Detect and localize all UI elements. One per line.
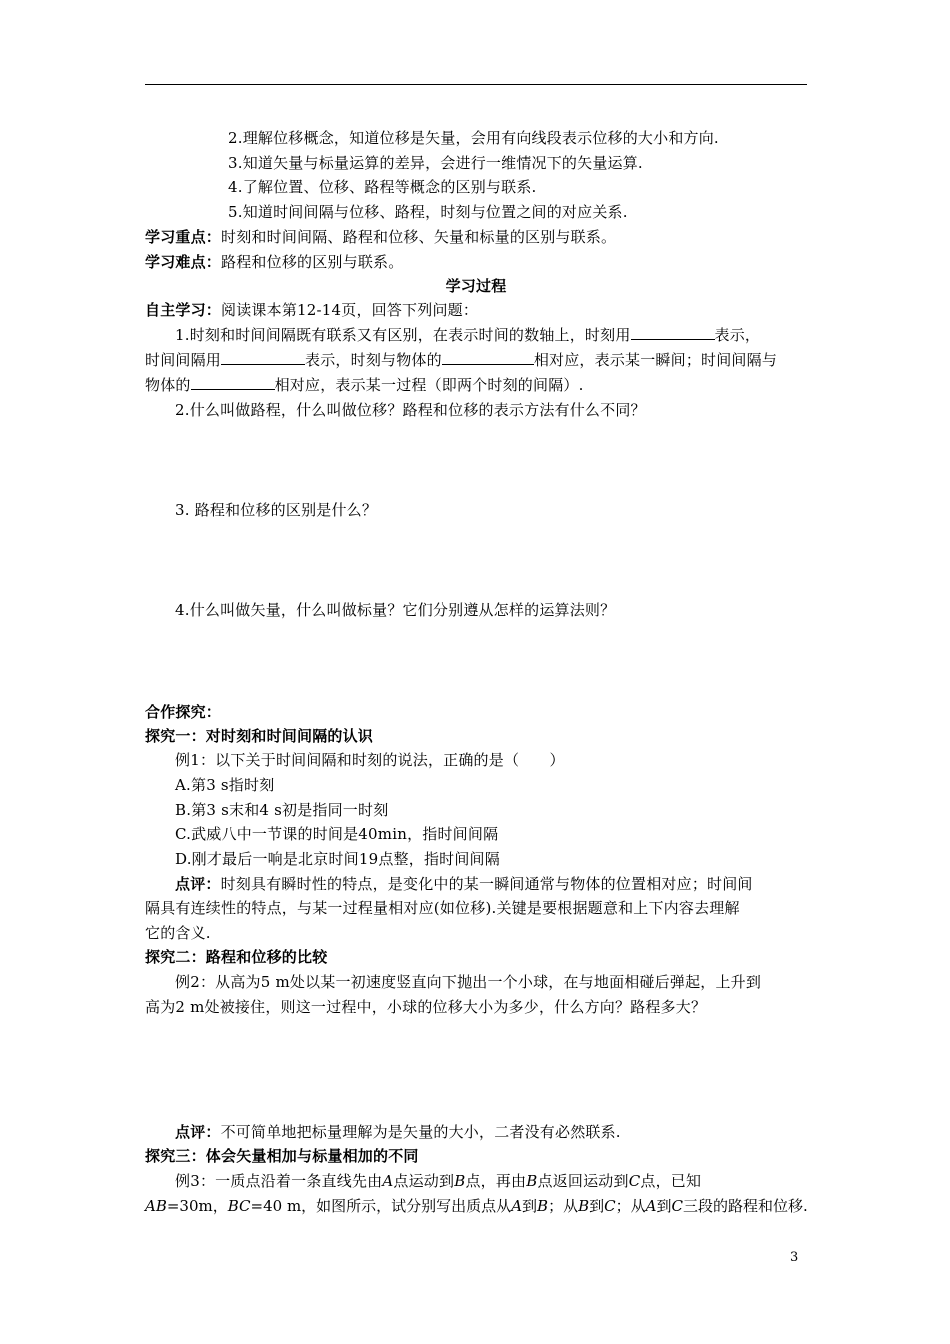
objective-2: 2.理解位移概念，知道位移是矢量，会用有向线段表示位移的大小和方向.: [228, 129, 719, 147]
comment-1-line-3: 它的含义.: [145, 924, 211, 942]
segment-label: BC: [227, 1197, 251, 1215]
ex3-text: 到: [656, 1197, 672, 1215]
example-2-line-2: 高为2 m处被接住，则这一过程中，小球的位移大小为多少，什么方向？路程多大？: [145, 998, 707, 1016]
example-1: 例1：以下关于时间间隔和时刻的说法，正确的是（ ）: [175, 751, 565, 769]
coop-label: 合作探究：: [145, 703, 222, 721]
q1-text-c: 时间间隔用: [145, 351, 222, 369]
ex3-text: ；从: [548, 1197, 579, 1215]
answer-blank[interactable]: [442, 350, 534, 365]
key-point: [145, 225, 807, 249]
question-1-line-1: [175, 323, 837, 347]
comment-1-line-2: 隔具有连续性的特点，与某一过程量相对应(如位移).关键是要根据题意和上下内容去理解: [145, 899, 740, 917]
option-a: A.第3 s指时刻: [175, 776, 275, 794]
ex3-text: ；从: [615, 1197, 646, 1215]
self-study: [145, 298, 807, 322]
point-label: A: [645, 1197, 657, 1215]
answer-blank[interactable]: [631, 325, 715, 340]
comment-label: 点评：: [175, 1123, 221, 1141]
point-label: A: [511, 1197, 523, 1215]
question-4: 4.什么叫做矢量，什么叫做标量？它们分别遵从怎样的运算法则？: [175, 601, 616, 619]
comment-text: 不可简单地把标量理解为是矢量的大小，二者没有必然联系.: [220, 1123, 621, 1141]
explore-3-title: 探究三：体会矢量相加与标量相加的不同: [145, 1147, 419, 1165]
explore-1-title: 探究一：对时刻和时间间隔的认识: [145, 727, 374, 745]
difficulty-label: 学习难点：: [145, 253, 222, 271]
process-title: 学习过程: [445, 277, 507, 295]
ex3-text: =30m，: [166, 1197, 228, 1215]
q1-text-d: 表示，时刻与物体的: [305, 351, 442, 369]
example-3-line-1: [175, 1169, 837, 1193]
self-study-label: 自主学习：: [145, 301, 222, 319]
page-number: 3: [790, 1250, 799, 1265]
ex3-text: 点返回运动到: [537, 1172, 629, 1190]
point-label: C: [671, 1197, 683, 1215]
ex3-text: 点运动到: [393, 1172, 455, 1190]
ex3-text: 三段的路程和位移.: [682, 1197, 808, 1215]
ex3-text: 到: [522, 1197, 538, 1215]
point-label: A: [382, 1172, 394, 1190]
q1-text-g: 相对应，表示某一过程（即两个时刻的间隔）.: [274, 376, 584, 394]
option-b: B.第3 s末和4 s初是指同一时刻: [175, 801, 389, 819]
point-label: B: [454, 1172, 466, 1190]
question-1-line-2: [145, 348, 807, 372]
answer-blank[interactable]: [191, 375, 275, 390]
difficulty: [145, 250, 807, 274]
question-3: 3. 路程和位移的区别是什么？: [175, 501, 378, 519]
answer-blank[interactable]: [221, 350, 305, 365]
option-c: C.武威八中一节课的时间是40min，指时间间隔: [175, 825, 499, 843]
question-2: 2.什么叫做路程，什么叫做位移？路程和位移的表示方法有什么不同？: [175, 401, 646, 419]
segment-label: AB: [145, 1197, 167, 1215]
objective-4: 4.了解位置、位移、路程等概念的区别与联系.: [228, 178, 537, 196]
ex3-text: 点，再由: [465, 1172, 527, 1190]
explore-2-title: 探究二：路程和位移的比较: [145, 948, 328, 966]
difficulty-text: 路程和位移的区别与联系。: [221, 253, 404, 271]
example-2-line-1: 例2：从高为5 m处以某一初速度竖直向下抛出一个小球，在与地面相碰后弹起，上升到: [175, 973, 762, 991]
ex3-text: 例3：一质点沿着一条直线先由: [175, 1172, 383, 1190]
q1-text-f: 物体的: [145, 376, 191, 394]
objective-3: 3.知道矢量与标量运算的差异，会进行一维情况下的矢量运算.: [228, 154, 643, 172]
option-d: D.刚才最后一响是北京时间19点整，指时间间隔: [175, 850, 500, 868]
point-label: B: [578, 1197, 590, 1215]
comment-label: 点评：: [175, 875, 221, 893]
point-label: C: [604, 1197, 616, 1215]
comment-2: [175, 1120, 837, 1144]
objective-5: 5.知道时间间隔与位移、路程，时刻与位置之间的对应关系.: [228, 203, 628, 221]
q1-text-b: 表示，: [714, 326, 761, 344]
question-1-line-3: [145, 373, 807, 397]
point-label: C: [628, 1172, 641, 1190]
key-point-label: 学习重点：: [145, 228, 222, 246]
header-rule: [145, 84, 807, 85]
ex3-text: 到: [589, 1197, 605, 1215]
point-label: B: [537, 1197, 549, 1215]
q1-text-e: 相对应，表示某一瞬间；时间间隔与: [533, 351, 778, 369]
point-label: B: [526, 1172, 538, 1190]
self-study-text: 阅读课本第12-14页，回答下列问题：: [221, 301, 479, 319]
comment-text: 时刻具有瞬时性的特点，是变化中的某一瞬间通常与物体的位置相对应；时间间: [220, 875, 753, 893]
comment-1-line-1: [175, 872, 837, 896]
ex3-text: =40 m，如图所示，试分别写出质点从: [250, 1197, 512, 1215]
example-3-line-2: [145, 1194, 807, 1218]
ex3-text: 点，已知: [640, 1172, 702, 1190]
key-point-text: 时刻和时间间隔、路程和位移、矢量和标量的区别与联系。: [221, 228, 617, 246]
q1-text-a: 1.时刻和时间间隔既有联系又有区别，在表示时间的数轴上，时刻用: [175, 326, 631, 344]
